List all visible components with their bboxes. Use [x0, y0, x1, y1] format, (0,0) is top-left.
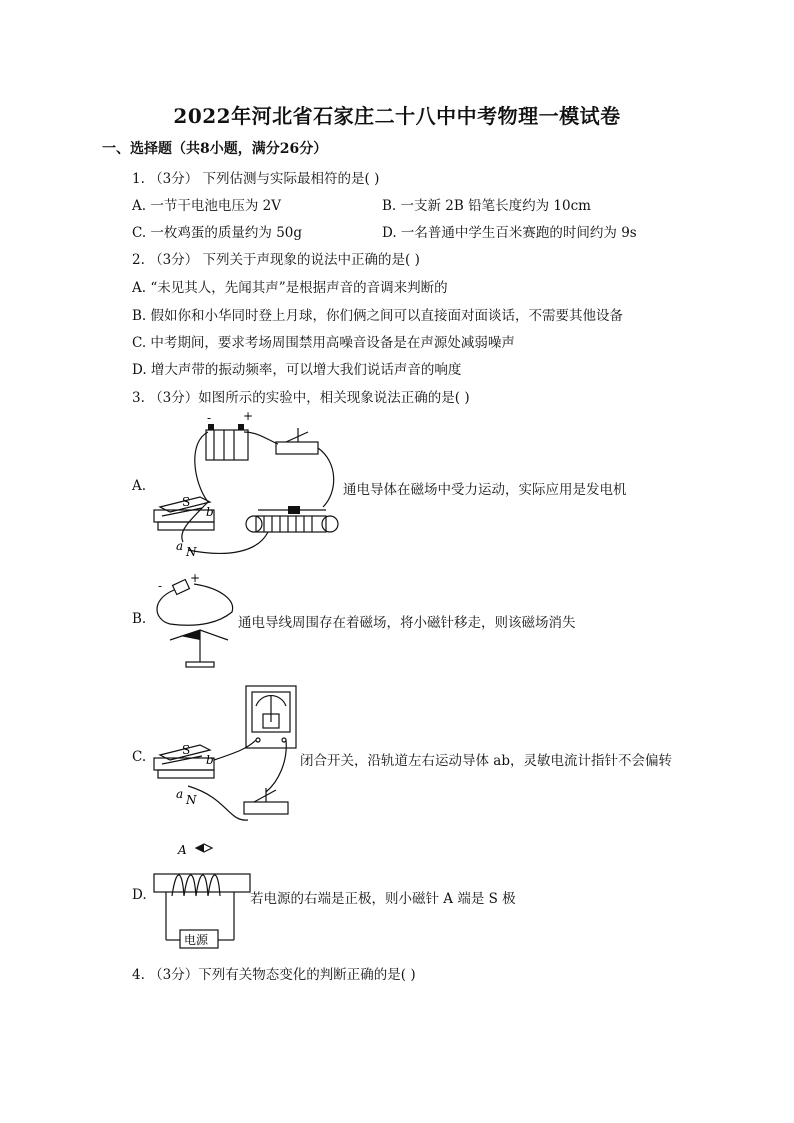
q3-b-minus-sign: -	[158, 579, 163, 593]
switch-icon	[244, 802, 288, 814]
q3-b-text: 通电导线周围存在着磁场，将小磁针移走，则该磁场消失	[238, 615, 576, 631]
battery-icon	[173, 580, 190, 595]
q2-option-a: A. “未见其人，先闻其声”是根据声音的音调来判断的	[132, 280, 448, 296]
power-supply-label: 电源	[184, 933, 209, 947]
paper-title: 2022年河北省石家庄二十八中中考物理一模试卷	[173, 104, 621, 128]
section-heading: 一、选择题（共8小题，满分26分）	[102, 141, 328, 157]
solenoid-icon	[154, 874, 250, 892]
q2-option-b: B. 假如你和小华同时登上月球，你们俩之间可以直接面对面谈话，不需要其他设备	[132, 308, 624, 324]
q3-a-letter-s: S	[182, 495, 191, 509]
battery-plus-sign: +	[243, 409, 254, 423]
rheostat-icon	[256, 516, 326, 532]
switch-icon	[276, 442, 318, 454]
q3-c-letter-a: a	[176, 787, 184, 801]
q3-b-plus-sign: +	[190, 571, 201, 585]
q3-c-letter-s: S	[182, 743, 191, 757]
q2-option-d: D. 增大声带的振动频率，可以增大我们说话声音的响度	[132, 362, 462, 378]
q3-d-text: 若电源的右端是正极，则小磁针 A 端是 S 极	[250, 891, 516, 907]
q4-stem: 4. （3分）下列有关物态变化的判断正确的是( )	[132, 967, 416, 983]
q3-d-figure	[150, 838, 255, 950]
q3-d-label: D.	[132, 887, 147, 903]
q3-a-figure	[148, 409, 348, 559]
q1-option-b: B. 一支新 2B 铅笔长度约为 10cm	[382, 198, 591, 214]
q3-a-letter-a: a	[176, 539, 184, 553]
q3-c-letter-n: N	[186, 793, 197, 807]
q3-c-figure	[148, 682, 308, 826]
q3-stem: 3. （3分）如图所示的实验中，相关现象说法正确的是( )	[132, 390, 470, 406]
q1-stem: 1. （3分） 下列估测与实际最相符的是( )	[132, 171, 380, 187]
q3-c-label: C.	[132, 749, 147, 765]
q3-a-label: A.	[132, 478, 147, 494]
q3-b-figure	[150, 570, 240, 670]
q2-option-c: C. 中考期间，要求考场周围禁用高噪音设备是在声源处减弱噪声	[132, 335, 515, 351]
q3-a-letter-n: N	[186, 545, 197, 559]
q1-option-a: A. 一节干电池电压为 2V	[132, 198, 281, 214]
q1-option-c: C. 一枚鸡蛋的质量约为 50g	[132, 225, 303, 241]
battery-minus-sign: -	[207, 411, 212, 425]
q3-b-label: B.	[132, 611, 147, 627]
q3-c-letter-b: b	[206, 753, 214, 767]
q3-c-text: 闭合开关，沿轨道左右运动导体 ab，灵敏电流计指针不会偏转	[300, 753, 672, 769]
q3-a-letter-b: b	[206, 505, 214, 519]
q1-option-d: D. 一名普通中学生百米赛跑的时间约为 9s	[382, 225, 637, 241]
q2-stem: 2. （3分） 下列关于声现象的说法中正确的是( )	[132, 252, 420, 268]
battery-icon	[206, 430, 248, 460]
q3-d-letter-a: A	[178, 843, 187, 857]
q3-a-text: 通电导体在磁场中受力运动，实际应用是发电机	[343, 482, 627, 498]
